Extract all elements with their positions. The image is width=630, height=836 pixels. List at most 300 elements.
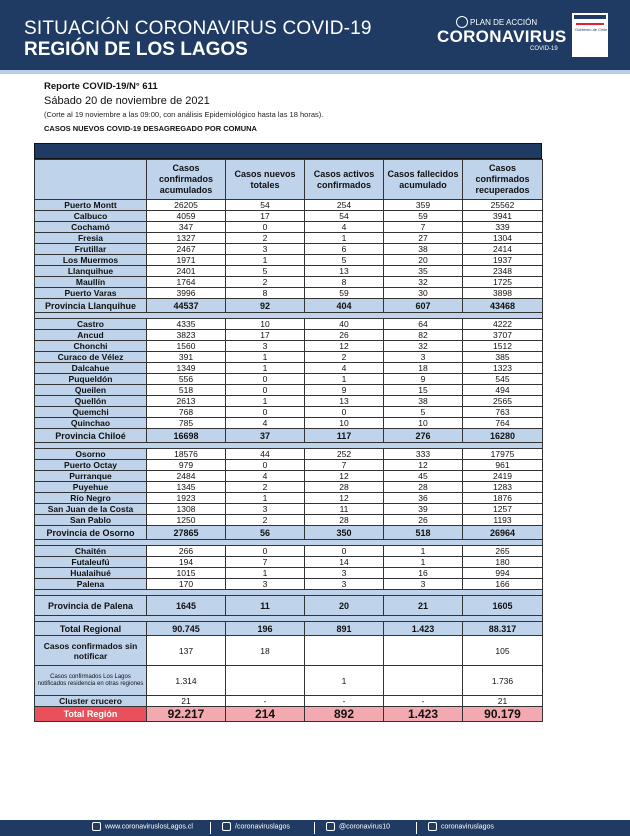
cell-value: 1 [226, 363, 305, 374]
cases-table [34, 159, 543, 722]
cell-value: 37 [226, 429, 305, 443]
cell-value: 2 [226, 482, 305, 493]
cruise-row [35, 696, 543, 707]
cell-value: 4 [226, 471, 305, 482]
table-row [35, 288, 543, 299]
row-label: Ancud [35, 330, 147, 341]
row-label: Palena [35, 579, 147, 590]
cell-value: 28 [384, 482, 463, 493]
table-row [35, 255, 543, 266]
table-row [35, 385, 543, 396]
cell-value: 1.423 [384, 622, 463, 636]
cell-value: 4059 [147, 211, 226, 222]
cell-value: 39 [384, 504, 463, 515]
cell-value: 166 [463, 579, 543, 590]
globe-icon [92, 822, 101, 831]
plan-label: PLAN DE ACCIÓN [470, 18, 538, 27]
cell-value: 2 [226, 233, 305, 244]
other-regions-row [35, 666, 543, 696]
cell-value: 1937 [463, 255, 543, 266]
cell-value: 254 [305, 200, 384, 211]
cell-value: 1560 [147, 341, 226, 352]
cell-value: 45 [384, 471, 463, 482]
cell-value: 1250 [147, 515, 226, 526]
row-label: Los Muermos [35, 255, 147, 266]
cell-value: 3 [305, 568, 384, 579]
cell-value: 0 [226, 385, 305, 396]
cell-value: 9 [384, 374, 463, 385]
header-cell: Casos confirmados acumulados [147, 160, 226, 200]
cell-value: 1323 [463, 363, 543, 374]
cell-value: 1764 [147, 277, 226, 288]
cell-value: 1304 [463, 233, 543, 244]
cell-value: 38 [384, 244, 463, 255]
row-label: Purranque [35, 471, 147, 482]
cell-value: 10 [384, 418, 463, 429]
cell-value: 3 [226, 341, 305, 352]
row-label: Quemchi [35, 407, 147, 418]
cell-value: 28 [305, 515, 384, 526]
cell-value: 90.179 [463, 707, 543, 722]
cell-value: 7 [226, 557, 305, 568]
cell-value: 2414 [463, 244, 543, 255]
footer-web[interactable]: www.coronaviruslosLagos.cl [92, 822, 193, 831]
cell-value: 26964 [463, 526, 543, 540]
cell-value: 891 [305, 622, 384, 636]
cell-value: 1.423 [384, 707, 463, 722]
row-label: Puyehue [35, 482, 147, 493]
gobierno-logo: Gobierno de Chile [572, 13, 608, 57]
cell-value: 1.314 [147, 666, 226, 696]
cell-value: 1 [226, 396, 305, 407]
cell-value: 2348 [463, 266, 543, 277]
cell-value: 2565 [463, 396, 543, 407]
table-row [35, 341, 543, 352]
cell-value: 21 [463, 696, 543, 707]
table-row [35, 568, 543, 579]
cell-value: 1605 [463, 596, 543, 616]
cell-value: 2 [226, 515, 305, 526]
report-info [44, 80, 323, 136]
cell-value: 105 [463, 636, 543, 666]
cell-value: 1 [305, 374, 384, 385]
cell-value: 21 [147, 696, 226, 707]
row-label: Curaco de Vélez [35, 352, 147, 363]
footer-twitter[interactable]: @coronavirus10 [326, 822, 390, 831]
cell-value: 5 [226, 266, 305, 277]
cell-value: 494 [463, 385, 543, 396]
cell-value: 8 [305, 277, 384, 288]
cell-value: - [305, 696, 384, 707]
row-label: Maullín [35, 277, 147, 288]
cell-value [305, 636, 384, 666]
row-label: Futaleufú [35, 557, 147, 568]
cell-value: 1725 [463, 277, 543, 288]
twitter-icon [326, 822, 335, 831]
cell-value: - [384, 696, 463, 707]
cell-value: 18 [226, 636, 305, 666]
cell-value: 11 [226, 596, 305, 616]
cell-value: 214 [226, 707, 305, 722]
row-label: Provincia Llanquihue [35, 299, 147, 313]
row-label: Total Regional [35, 622, 147, 636]
cell-value: 0 [226, 407, 305, 418]
cell-value: 194 [147, 557, 226, 568]
cell-value: 11 [305, 504, 384, 515]
cell-value: 26205 [147, 200, 226, 211]
cell-value: 3 [226, 244, 305, 255]
row-label: San Juan de la Costa [35, 504, 147, 515]
table-title-bar [34, 143, 542, 159]
table-row [35, 374, 543, 385]
table-row [35, 396, 543, 407]
cell-value: 1 [226, 568, 305, 579]
cell-value: 30 [384, 288, 463, 299]
cell-value: 3 [305, 579, 384, 590]
cell-value: 10 [226, 319, 305, 330]
cell-value: 979 [147, 460, 226, 471]
cell-value: 4 [305, 363, 384, 374]
header-cell: Casos fallecidos acumulado [384, 160, 463, 200]
report-date: Sábado 20 de noviembre de 2021 [44, 95, 210, 107]
cell-value: 1.736 [463, 666, 543, 696]
row-label: Cluster crucero [35, 696, 147, 707]
report-cutoff: (Corte al 19 noviembre a las 09:00, con análisis Epidemiológico hasta las 18 horas). [44, 110, 324, 119]
row-label: San Pablo [35, 515, 147, 526]
cell-value: - [226, 696, 305, 707]
row-label: Puerto Montt [35, 200, 147, 211]
cell-value: 13 [305, 396, 384, 407]
province-total-row [35, 526, 543, 540]
cell-value: 0 [305, 546, 384, 557]
table-row [35, 211, 543, 222]
cell-value: 10 [305, 418, 384, 429]
cell-value: 32 [384, 341, 463, 352]
cell-value: 1327 [147, 233, 226, 244]
table-row [35, 504, 543, 515]
cell-value: 0 [305, 407, 384, 418]
report-number: Reporte COVID-19/N° 611 [44, 81, 158, 92]
cell-value: 391 [147, 352, 226, 363]
row-label: Puqueldón [35, 374, 147, 385]
table-header-row [35, 160, 543, 200]
cell-value: 763 [463, 407, 543, 418]
cell-value: 25562 [463, 200, 543, 211]
table-row [35, 233, 543, 244]
cell-value: 1923 [147, 493, 226, 504]
cell-value: 2467 [147, 244, 226, 255]
cell-value: 333 [384, 449, 463, 460]
regional-total-row [35, 622, 543, 636]
table-row [35, 482, 543, 493]
brand-sub: COVID-19 [530, 46, 558, 52]
row-label: Cochamó [35, 222, 147, 233]
row-label: Calbuco [35, 211, 147, 222]
cell-value: 359 [384, 200, 463, 211]
table-row [35, 244, 543, 255]
cell-value: 265 [463, 546, 543, 557]
table-row [35, 222, 543, 233]
cell-value: 54 [305, 211, 384, 222]
cell-value: 12 [305, 471, 384, 482]
table-row [35, 546, 543, 557]
cell-value: 8 [226, 288, 305, 299]
cell-value: 180 [463, 557, 543, 568]
cell-value: 92 [226, 299, 305, 313]
cell-value: 88.317 [463, 622, 543, 636]
row-label: Chaitén [35, 546, 147, 557]
cell-value: 1015 [147, 568, 226, 579]
table-row [35, 418, 543, 429]
cell-value: 12 [305, 493, 384, 504]
table-row [35, 493, 543, 504]
row-label: Provincia de Osorno [35, 526, 147, 540]
cell-value: 26 [384, 515, 463, 526]
row-label: Provincia Chiloé [35, 429, 147, 443]
row-label: Queilen [35, 385, 147, 396]
cell-value: 1 [305, 666, 384, 696]
cell-value: 2 [305, 352, 384, 363]
cell-value: 1 [226, 255, 305, 266]
row-label: Puerto Varas [35, 288, 147, 299]
cell-value: 266 [147, 546, 226, 557]
cell-value: 1 [384, 546, 463, 557]
cell-value: 38 [384, 396, 463, 407]
cell-value: 785 [147, 418, 226, 429]
cell-value: 18576 [147, 449, 226, 460]
cell-value: 4 [305, 222, 384, 233]
cell-value: 17975 [463, 449, 543, 460]
cell-value: 7 [384, 222, 463, 233]
facebook-icon [222, 822, 231, 831]
row-label: Quellón [35, 396, 147, 407]
cell-value: 5 [305, 255, 384, 266]
table-row [35, 319, 543, 330]
table-row [35, 460, 543, 471]
cell-value: 3 [384, 579, 463, 590]
cell-value: 15 [384, 385, 463, 396]
row-label: Total Región [35, 707, 147, 722]
cell-value: 13 [305, 266, 384, 277]
cell-value: 3996 [147, 288, 226, 299]
cell-value: 764 [463, 418, 543, 429]
province-total-row [35, 299, 543, 313]
header-cell: Casos activos confirmados [305, 160, 384, 200]
row-label: Frutillar [35, 244, 147, 255]
cell-value: 607 [384, 299, 463, 313]
table-row [35, 515, 543, 526]
report-subtitle: CASOS NUEVOS COVID-19 DESAGREGADO POR COMUNA [44, 124, 257, 133]
row-label: Casos confirmados sin notificar [35, 636, 147, 666]
cell-value: 2 [226, 277, 305, 288]
row-label: Fresia [35, 233, 147, 244]
province-total-row [35, 429, 543, 443]
cell-value: 0 [226, 460, 305, 471]
cell-value: 6 [305, 244, 384, 255]
cell-value: 7 [305, 460, 384, 471]
cell-value: 4 [226, 418, 305, 429]
cell-value: 56 [226, 526, 305, 540]
cell-value: 1257 [463, 504, 543, 515]
cell-value: 196 [226, 622, 305, 636]
row-label: Quinchao [35, 418, 147, 429]
cell-value: 1 [226, 352, 305, 363]
table-row [35, 579, 543, 590]
table-row [35, 352, 543, 363]
cell-value: 768 [147, 407, 226, 418]
header-accent [0, 70, 630, 74]
cell-value: 21 [384, 596, 463, 616]
row-label: Chonchi [35, 341, 147, 352]
cell-value: 1345 [147, 482, 226, 493]
cell-value: 3941 [463, 211, 543, 222]
cell-value: 28 [305, 482, 384, 493]
cell-value: 3 [226, 504, 305, 515]
cell-value: 43468 [463, 299, 543, 313]
cell-value: 1283 [463, 482, 543, 493]
cell-value: 36 [384, 493, 463, 504]
header-region: REGIÓN DE LOS LAGOS [24, 39, 248, 60]
cell-value: 14 [305, 557, 384, 568]
cell-value: 1193 [463, 515, 543, 526]
cell-value: 3823 [147, 330, 226, 341]
cell-value: 5 [384, 407, 463, 418]
cell-value: 12 [384, 460, 463, 471]
cell-value: 1 [305, 233, 384, 244]
cell-value: 1645 [147, 596, 226, 616]
header-commune [35, 160, 147, 200]
table-row [35, 277, 543, 288]
cell-value: 994 [463, 568, 543, 579]
cell-value: 4222 [463, 319, 543, 330]
table-row [35, 557, 543, 568]
cell-value: 4335 [147, 319, 226, 330]
header-cell: Casos nuevos totales [226, 160, 305, 200]
cell-value: 59 [305, 288, 384, 299]
cell-value: 92.217 [147, 707, 226, 722]
table-row [35, 471, 543, 482]
cell-value: 518 [384, 526, 463, 540]
cell-value: 2401 [147, 266, 226, 277]
row-label: Castro [35, 319, 147, 330]
cell-value: 2419 [463, 471, 543, 482]
cell-value: 350 [305, 526, 384, 540]
footer-bar [0, 820, 630, 836]
cell-value: 137 [147, 636, 226, 666]
header-title: SITUACIÓN CORONAVIRUS COVID-19 [24, 18, 372, 39]
footer-instagram[interactable]: coronaviruslagos [428, 822, 494, 831]
cell-value: 518 [147, 385, 226, 396]
cell-value: 59 [384, 211, 463, 222]
cell-value: 90.745 [147, 622, 226, 636]
cell-value [384, 666, 463, 696]
cell-value: 347 [147, 222, 226, 233]
cell-value: 2613 [147, 396, 226, 407]
cell-value: 3707 [463, 330, 543, 341]
grand-total-row [35, 707, 543, 722]
row-label: Dalcahue [35, 363, 147, 374]
cell-value: 1876 [463, 493, 543, 504]
cases-table-container [34, 143, 542, 722]
table-row [35, 449, 543, 460]
cell-value: 3898 [463, 288, 543, 299]
table-row [35, 330, 543, 341]
cell-value: 44537 [147, 299, 226, 313]
footer-facebook[interactable]: /coronaviruslagos [222, 822, 290, 831]
row-label: Río Negro [35, 493, 147, 504]
row-label: Osorno [35, 449, 147, 460]
cell-value: 2484 [147, 471, 226, 482]
table-row [35, 363, 543, 374]
cell-value: 16 [384, 568, 463, 579]
cell-value: 892 [305, 707, 384, 722]
cell-value: 3 [226, 579, 305, 590]
cell-value: 12 [305, 341, 384, 352]
cell-value: 40 [305, 319, 384, 330]
row-label: Provincia de Palena [35, 596, 147, 616]
header-cell: Casos confirmados recuperados [463, 160, 543, 200]
cell-value: 1971 [147, 255, 226, 266]
cell-value: 32 [384, 277, 463, 288]
cell-value: 3 [384, 352, 463, 363]
province-total-row [35, 596, 543, 616]
row-label: Casos confirmados Los Lagos notificados residencia en otras regiones [35, 666, 147, 696]
header-banner [0, 0, 630, 70]
cell-value: 0 [226, 374, 305, 385]
cell-value [226, 666, 305, 696]
cell-value: 54 [226, 200, 305, 211]
cell-value: 17 [226, 211, 305, 222]
table-row [35, 266, 543, 277]
cell-value: 64 [384, 319, 463, 330]
unnotified-row [35, 636, 543, 666]
cell-value: 339 [463, 222, 543, 233]
table-row [35, 200, 543, 211]
row-label: Llanquihue [35, 266, 147, 277]
cell-value: 0 [226, 546, 305, 557]
cell-value: 27865 [147, 526, 226, 540]
cell-value: 20 [384, 255, 463, 266]
cell-value: 961 [463, 460, 543, 471]
cell-value: 1512 [463, 341, 543, 352]
cell-value: 35 [384, 266, 463, 277]
instagram-icon [428, 822, 437, 831]
cell-value: 20 [305, 596, 384, 616]
cell-value: 276 [384, 429, 463, 443]
cell-value: 16698 [147, 429, 226, 443]
cell-value: 404 [305, 299, 384, 313]
cell-value: 252 [305, 449, 384, 460]
cell-value: 16280 [463, 429, 543, 443]
cell-value: 556 [147, 374, 226, 385]
cell-value: 0 [226, 222, 305, 233]
cell-value: 1308 [147, 504, 226, 515]
cell-value: 1349 [147, 363, 226, 374]
cell-value: 18 [384, 363, 463, 374]
cell-value: 385 [463, 352, 543, 363]
cell-value: 17 [226, 330, 305, 341]
cell-value: 1 [226, 493, 305, 504]
table-row [35, 407, 543, 418]
cell-value: 27 [384, 233, 463, 244]
row-label: Puerto Octay [35, 460, 147, 471]
cell-value: 117 [305, 429, 384, 443]
cell-value: 9 [305, 385, 384, 396]
cell-value [384, 636, 463, 666]
row-label: Hualaihué [35, 568, 147, 579]
cell-value: 26 [305, 330, 384, 341]
cell-value: 44 [226, 449, 305, 460]
